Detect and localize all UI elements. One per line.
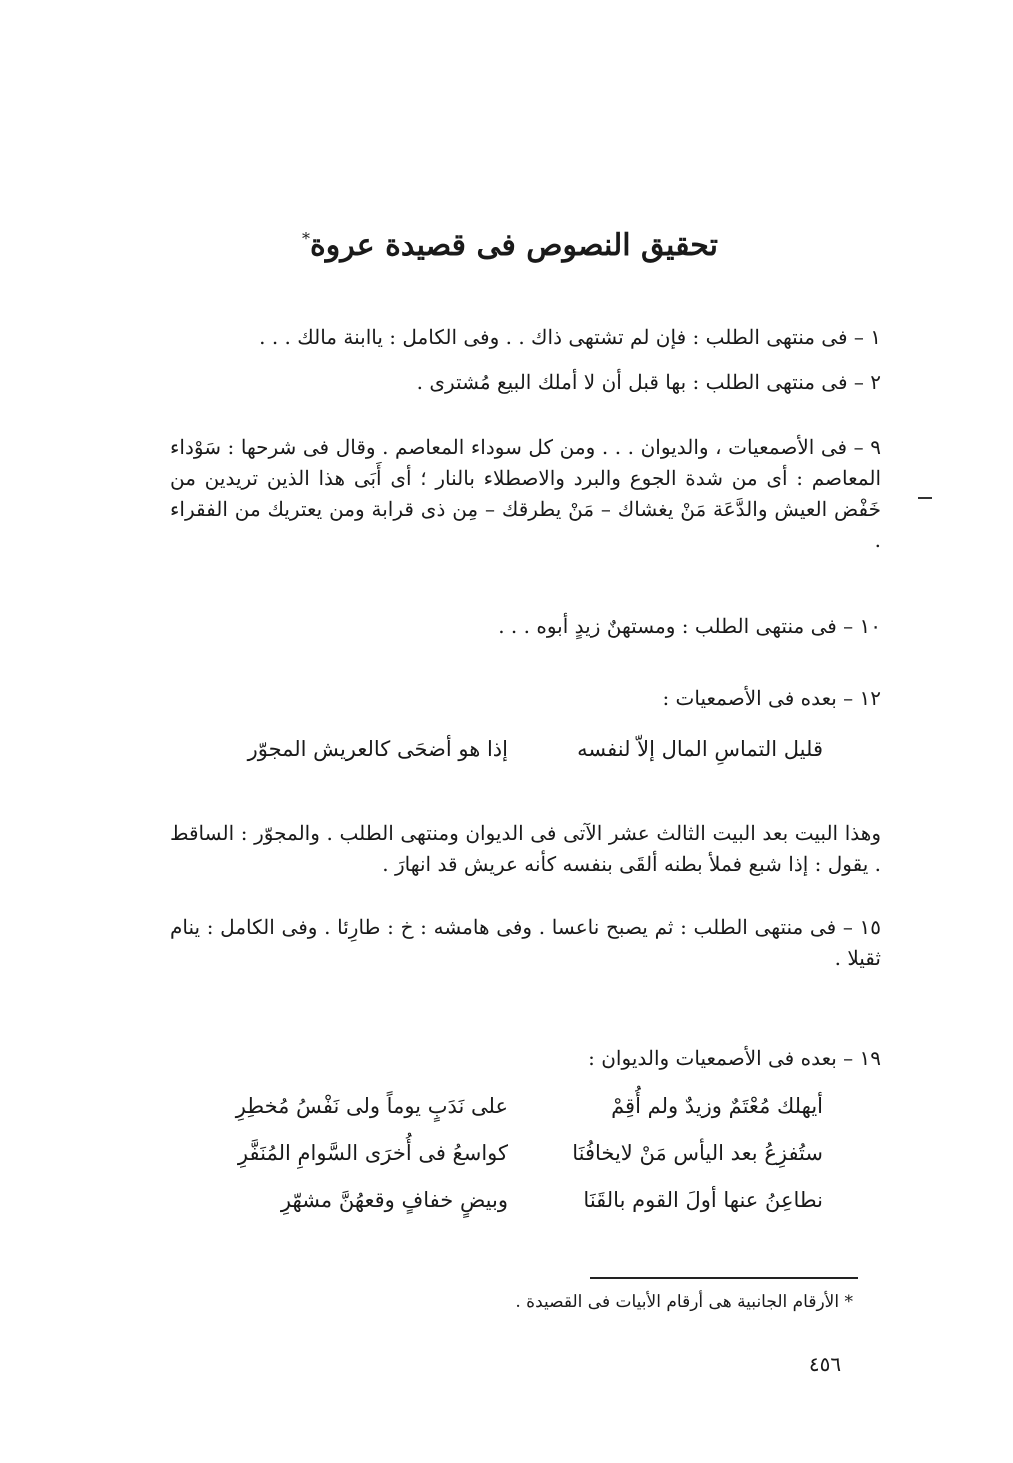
entry-2: ٢ – فى منتهى الطلب : بها قبل أن لا أملك البيع مُشترى .	[416, 370, 881, 394]
verse-first-hemistich: نطاعِنُ عنها أولَ القوم بالقَنَا	[583, 1188, 823, 1212]
title-text: تحقيق النصوص فى قصيدة عروة	[310, 228, 718, 263]
margin-mark	[918, 497, 932, 499]
entry-9: ٩ – فى الأصمعيات ، والديوان . . . ومن كل سوداء المعاصم . وقال فى شرحها : سَوْداء المعاصم : أى من شدة الجوع والبرد والاصطلاء بالنار ؛ أى أَبَى هذا الذين تريدين من خَفْض العيش والدَّعَة مَنْ يغشاك – مَنْ يطرقك – مِن ذى قرابة ومن يعتريك من الفقراء .	[170, 435, 881, 552]
verse-second-hemistich: على نَدَبٍ يوماً ولى نَفْسُ مُخطِرِ	[235, 1094, 508, 1118]
footnote-divider	[590, 1277, 858, 1279]
entry-12-verse-first-hemistich: قليل التماسِ المال إلاّ لنفسه	[577, 737, 823, 761]
entry-19-intro: ١٩ – بعده فى الأصمعيات والديوان :	[588, 1046, 881, 1070]
entry-15: ١٥ – فى منتهى الطلب : ثم يصبح ناعسا . وفى هامشه : خ : طارِئا . وفى الكامل : ينام ثقيلا .	[170, 915, 881, 970]
entry-12-intro: ١٢ – بعده فى الأصمعيات :	[662, 686, 881, 710]
verse-first-hemistich: ستُفزِعُ بعد اليأس مَنْ لايخافُنَا	[572, 1141, 823, 1165]
verse-second-hemistich: وبيضٍ خفافٍ وقعهُنَّ مشهّرِ	[280, 1188, 508, 1212]
title-footnote-mark: *	[302, 229, 311, 248]
entry-12-verse-second-hemistich: إذا هو أضحَى كالعريش المجوّر	[247, 737, 508, 761]
entry-12-note: وهذا البيت بعد البيت الثالث عشر الآتى فى الديوان ومنتهى الطلب . والمجوّر : الساقط . يقول : إذا شبع فملأ بطنه ألقَى بنفسه كأنه عريش قد انهارَ .	[170, 821, 881, 876]
verse-second-hemistich: كواسعُ فى أُخرَى السَّوامِ المُنَفَّرِ	[237, 1141, 508, 1165]
entry-1: ١ – فى منتهى الطلب : فإن لم تشتهى ذاك . . وفى الكامل : ياابنة مالك . . .	[259, 325, 881, 349]
page-number: ٤٥٦	[808, 1352, 842, 1376]
footnote: * الأرقام الجانبية هى أرقام الأبيات فى القصيدة .	[515, 1292, 853, 1312]
verse-first-hemistich: أيهلك مُعْتَمٌ وزيدٌ ولم أُقِمْ	[611, 1094, 823, 1118]
entry-10: ١٠ – فى منتهى الطلب : ومستهنٌ زيدٍ أبوه . . .	[498, 614, 881, 638]
page-title	[300, 228, 720, 263]
